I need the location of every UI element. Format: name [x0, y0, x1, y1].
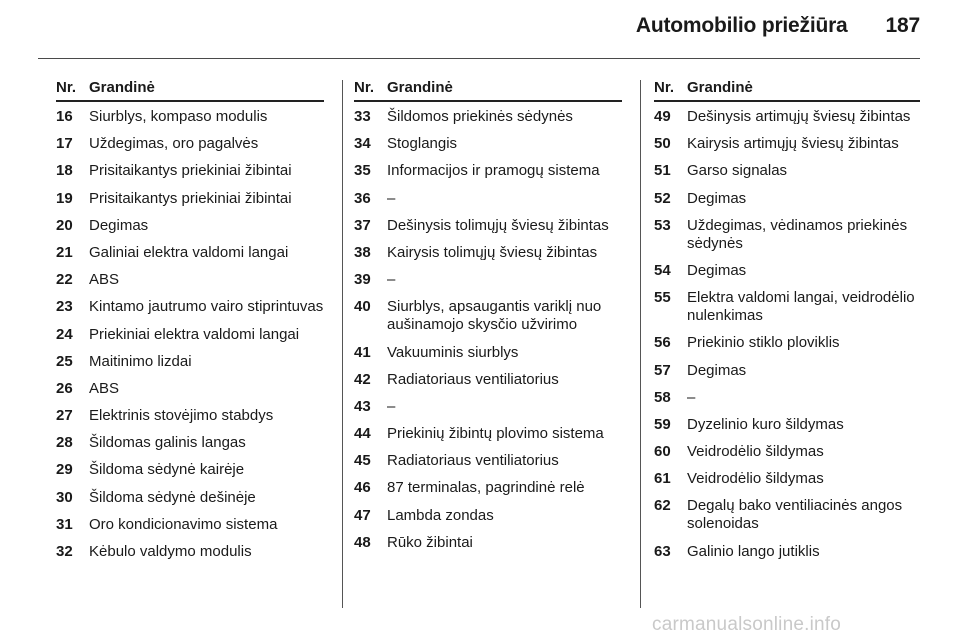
- table-row: [354, 108, 622, 126]
- circuit-description: ABS: [89, 271, 120, 289]
- fuse-number: 20: [56, 216, 73, 234]
- table-row: [56, 244, 324, 262]
- table-row: [354, 217, 622, 235]
- circuit-description: Priekinių žibintų plovimo sistema: [387, 425, 604, 443]
- table-row: [56, 108, 324, 126]
- circuit-description: –: [387, 271, 396, 289]
- fuse-number: 42: [354, 370, 371, 388]
- circuit-description: Maitinimo lizdai: [89, 352, 192, 370]
- circuit-description: Šildoma sėdynė dešinėje: [89, 488, 256, 506]
- circuit-description: Prisitaikantys priekiniai žibintai: [89, 162, 292, 180]
- table-row: [354, 452, 622, 470]
- table-rows: [56, 108, 324, 561]
- table-row: [654, 217, 920, 253]
- header-number: Nr.: [354, 79, 375, 96]
- fuse-number: 58: [654, 388, 671, 406]
- fuse-table-column-2: [354, 79, 622, 561]
- circuit-description: Veidrodėlio šildymas: [687, 470, 824, 488]
- watermark: carmanualsonline.info: [652, 614, 842, 635]
- fuse-number: 38: [354, 243, 371, 261]
- table-row: [654, 108, 920, 126]
- fuse-number: 29: [56, 461, 73, 479]
- circuit-description: Rūko žibintai: [387, 533, 473, 551]
- circuit-description: Galiniai elektra valdomi langai: [89, 243, 289, 261]
- table-row: [354, 298, 622, 334]
- table-row: [654, 334, 920, 352]
- table-row: [354, 371, 622, 389]
- circuit-description: Kintamo jautrumo vairo stiprintuvas: [89, 298, 324, 316]
- circuit-description: Garso signalas: [687, 162, 788, 180]
- circuit-description: –: [387, 397, 396, 415]
- table-row: [354, 135, 622, 153]
- fuse-number: 41: [354, 343, 371, 361]
- fuse-number: 19: [56, 189, 73, 207]
- fuse-number: 57: [654, 361, 671, 379]
- fuse-number: 55: [654, 289, 671, 307]
- circuit-description: Degimas: [89, 216, 149, 234]
- fuse-table-column-3: [654, 79, 920, 570]
- table-row: [56, 190, 324, 208]
- fuse-number: 43: [354, 397, 371, 415]
- circuit-description: Uždegimas, vėdinamos priekinės sėdynės: [687, 216, 908, 252]
- table-row: [56, 162, 324, 180]
- circuit-description: Degimas: [687, 189, 747, 207]
- fuse-number: 52: [654, 189, 671, 207]
- table-rows: [354, 108, 622, 552]
- table-row: [654, 443, 920, 461]
- table-row: [56, 380, 324, 398]
- circuit-description: Elektra valdomi langai, veidrodėlio nulenkimas: [687, 289, 915, 325]
- circuit-description: Vakuuminis siurblys: [387, 343, 519, 361]
- table-row: [354, 425, 622, 443]
- header-circuit: Grandinė: [387, 79, 453, 96]
- fuse-number: 36: [354, 189, 371, 207]
- table-row: [354, 479, 622, 497]
- table-row: [56, 516, 324, 534]
- table-row: [56, 353, 324, 371]
- page-number: 187: [885, 14, 920, 37]
- circuit-description: Kėbulo valdymo modulis: [89, 543, 252, 560]
- circuit-description: Degimas: [687, 261, 747, 279]
- fuse-number: 48: [354, 533, 371, 551]
- fuse-number: 60: [654, 443, 671, 461]
- header-number: Nr.: [56, 79, 77, 96]
- table-row: [56, 271, 324, 289]
- circuit-description: Uždegimas, oro pagalvės: [89, 135, 259, 153]
- table-row: [56, 326, 324, 344]
- fuse-number: 27: [56, 407, 73, 425]
- table-row: [354, 162, 622, 180]
- table-row: [56, 217, 324, 235]
- table-row: [654, 190, 920, 208]
- fuse-number: 54: [654, 261, 671, 279]
- table-row: [654, 289, 920, 325]
- circuit-description: –: [387, 189, 396, 207]
- circuit-description: –: [687, 388, 696, 406]
- table-row: [354, 398, 622, 416]
- page-header: [636, 14, 920, 38]
- circuit-description: Stoglangis: [387, 135, 458, 153]
- fuse-table-column-1: [56, 79, 324, 570]
- fuse-number: 56: [654, 334, 671, 352]
- header-number: Nr.: [654, 79, 675, 96]
- circuit-description: Kairysis tolimųjų šviesų žibintas: [387, 243, 598, 261]
- page-title: Automobilio priežiūra: [635, 14, 848, 37]
- fuse-number: 26: [56, 379, 73, 397]
- table-row: [354, 344, 622, 362]
- circuit-description: Kairysis artimųjų šviesų žibintas: [687, 135, 899, 153]
- table-row: [56, 298, 324, 316]
- table-row: [654, 135, 920, 153]
- fuse-number: 22: [56, 271, 73, 289]
- circuit-description: Prisitaikantys priekiniai žibintai: [89, 189, 292, 207]
- fuse-number: 37: [354, 216, 371, 234]
- fuse-number: 28: [56, 434, 73, 452]
- table-header: [56, 79, 324, 102]
- fuse-number: 25: [56, 352, 73, 370]
- table-row: [654, 543, 920, 561]
- table-row: [56, 434, 324, 452]
- fuse-number: 53: [654, 216, 671, 234]
- fuse-number: 63: [654, 542, 671, 560]
- fuse-number: 49: [654, 108, 671, 125]
- circuit-description: Priekinio stiklo ploviklis: [687, 334, 840, 352]
- fuse-number: 34: [354, 135, 371, 153]
- circuit-description: Priekiniai elektra valdomi langai: [89, 325, 300, 343]
- circuit-description: Galinio lango jutiklis: [687, 542, 820, 560]
- circuit-description: Veidrodėlio šildymas: [687, 443, 824, 461]
- fuse-number: 62: [654, 497, 671, 515]
- table-rows: [654, 108, 920, 561]
- column-divider: [342, 80, 343, 608]
- fuse-number: 18: [56, 162, 73, 180]
- table-row: [654, 470, 920, 488]
- circuit-description: Šildomos priekinės sėdynės: [387, 108, 573, 125]
- table-row: [56, 135, 324, 153]
- table-header: [354, 79, 622, 102]
- table-row: [354, 534, 622, 552]
- table-row: [354, 271, 622, 289]
- circuit-description: Elektrinis stovėjimo stabdys: [89, 407, 274, 425]
- circuit-description: Dešinysis artimųjų šviesų žibintas: [687, 108, 911, 125]
- fuse-number: 23: [56, 298, 73, 316]
- circuit-description: Degalų bako ventiliacinės angos solenoidas: [687, 497, 903, 533]
- column-divider: [640, 80, 641, 608]
- fuse-number: 39: [354, 271, 371, 289]
- circuit-description: Šildoma sėdynė kairėje: [89, 461, 245, 479]
- circuit-description: Šildomas galinis langas: [89, 434, 246, 452]
- circuit-description: Lambda zondas: [387, 506, 494, 524]
- fuse-number: 46: [354, 479, 371, 497]
- table-row: [654, 389, 920, 407]
- fuse-number: 61: [654, 470, 671, 488]
- circuit-description: Radiatoriaus ventiliatorius: [387, 370, 559, 388]
- fuse-number: 50: [654, 135, 671, 153]
- table-row: [56, 543, 324, 561]
- header-rule: [38, 58, 920, 59]
- fuse-number: 59: [654, 415, 671, 433]
- table-row: [56, 489, 324, 507]
- circuit-description: Dyzelinio kuro šildymas: [687, 415, 844, 433]
- circuit-description: Informacijos ir pramogų sistema: [387, 162, 600, 180]
- fuse-number: 30: [56, 488, 73, 506]
- fuse-number: 21: [56, 243, 73, 261]
- fuse-number: 45: [354, 452, 371, 470]
- fuse-number: 33: [354, 108, 371, 125]
- fuse-number: 17: [56, 135, 73, 153]
- circuit-description: Siurblys, apsaugantis variklį nuo aušinamojo skysčio užvirimo: [387, 298, 602, 334]
- table-row: [654, 162, 920, 180]
- table-header: [654, 79, 920, 102]
- header-circuit: Grandinė: [687, 79, 753, 96]
- table-row: [654, 416, 920, 434]
- table-row: [56, 461, 324, 479]
- fuse-number: 44: [354, 425, 371, 443]
- table-row: [654, 497, 920, 533]
- circuit-description: 87 terminalas, pagrindinė relė: [387, 479, 585, 497]
- fuse-number: 40: [354, 298, 371, 316]
- table-row: [56, 407, 324, 425]
- circuit-description: Degimas: [687, 361, 747, 379]
- header-circuit: Grandinė: [89, 79, 155, 96]
- fuse-number: 51: [654, 162, 671, 180]
- table-row: [654, 362, 920, 380]
- circuit-description: Dešinysis tolimųjų šviesų žibintas: [387, 216, 609, 234]
- fuse-number: 24: [56, 325, 73, 343]
- table-row: [354, 244, 622, 262]
- circuit-description: Radiatoriaus ventiliatorius: [387, 452, 559, 470]
- circuit-description: Oro kondicionavimo sistema: [89, 515, 278, 533]
- table-row: [354, 507, 622, 525]
- circuit-description: ABS: [89, 379, 120, 397]
- fuse-number: 16: [56, 108, 73, 125]
- fuse-number: 32: [56, 543, 73, 560]
- fuse-number: 31: [56, 515, 73, 533]
- fuse-number: 47: [354, 506, 371, 524]
- circuit-description: Siurblys, kompaso modulis: [89, 108, 268, 125]
- table-row: [354, 190, 622, 208]
- fuse-number: 35: [354, 162, 371, 180]
- table-row: [654, 262, 920, 280]
